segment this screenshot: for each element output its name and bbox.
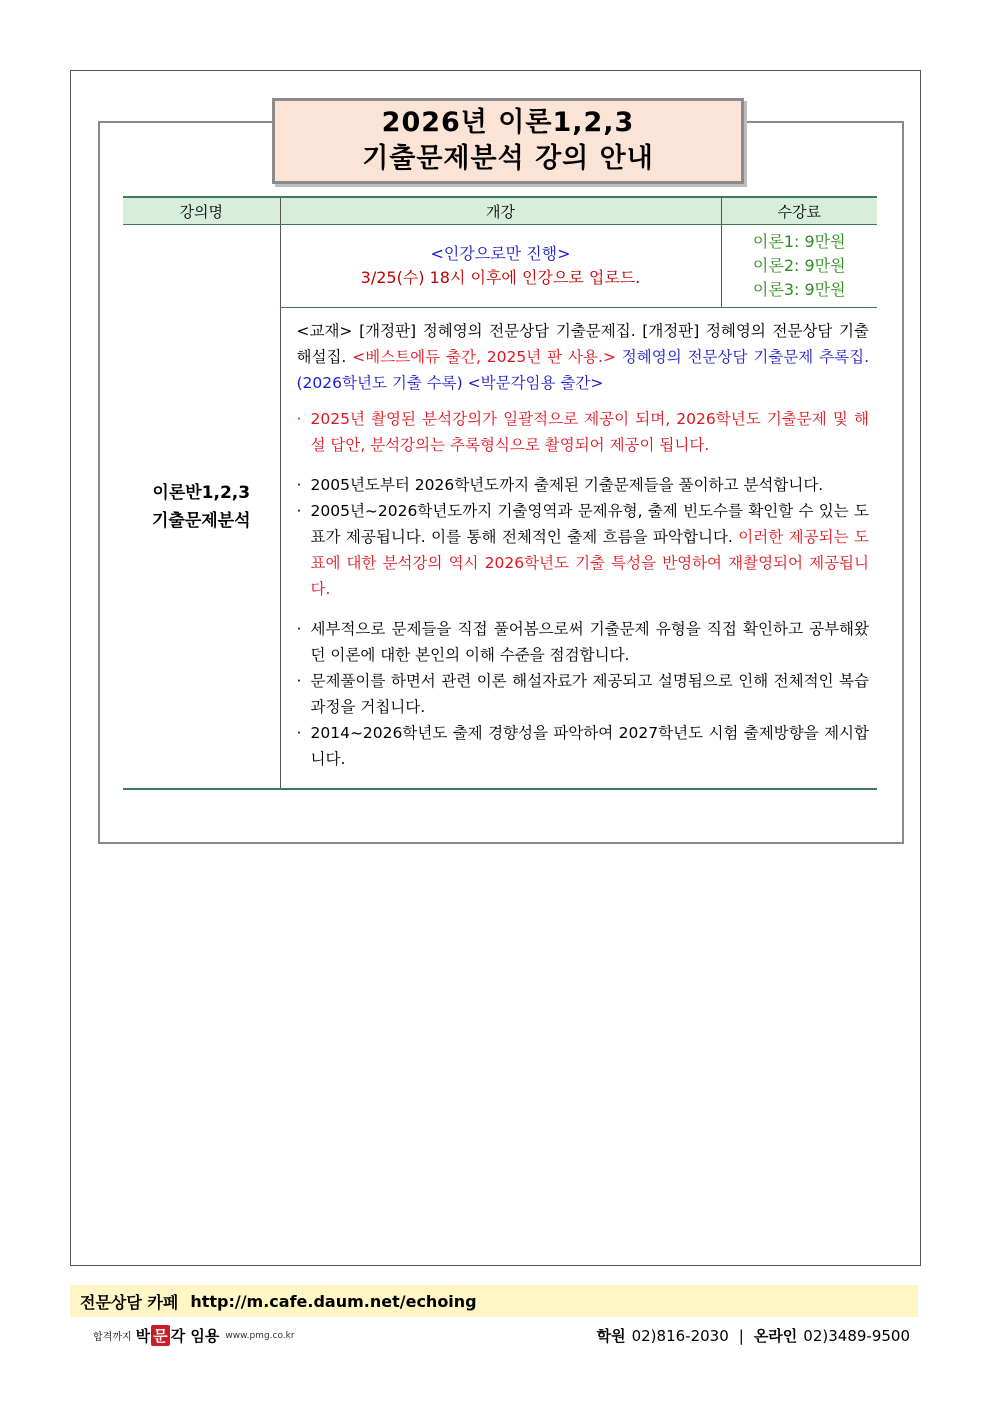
logo-website: www.pmg.co.kr bbox=[225, 1330, 295, 1341]
bullet-item-3 bbox=[297, 616, 870, 668]
fee-theory-1: 이론1: 9만원 bbox=[752, 232, 846, 251]
logo-text-1: 박 bbox=[135, 1327, 151, 1345]
bullet-dot: · bbox=[296, 672, 302, 690]
academy-label: 학원 bbox=[596, 1327, 626, 1345]
bullet-text: 2025년 촬영된 분석강의가 일괄적으로 제공이 되며, 2026학년도 기출문제 및 해설 답안, 분석강의는 추록형식으로 촬영되어 제공이 됩니다. bbox=[310, 410, 869, 454]
title-line-1: 2026년 이론1,2,3 bbox=[381, 107, 635, 138]
textbook-paragraph bbox=[297, 318, 870, 396]
title-line-2: 기출문제분석 강의 안내 bbox=[362, 143, 654, 174]
bullet-dot: · bbox=[296, 502, 302, 520]
header-opening: 개강 bbox=[280, 197, 721, 225]
fee-cell bbox=[721, 225, 877, 308]
bullet-item-4 bbox=[297, 668, 870, 720]
online-phone: 02)3489-9500 bbox=[803, 1326, 910, 1345]
bullet-item-5 bbox=[297, 720, 870, 772]
publisher-logo bbox=[93, 1325, 295, 1346]
table-header-row bbox=[123, 197, 877, 225]
bullet-item-red bbox=[297, 406, 870, 458]
bullet-text bbox=[311, 498, 870, 602]
contact-separator: | bbox=[738, 1326, 744, 1345]
cafe-footer-band bbox=[70, 1285, 918, 1317]
opening-date: 3/25(수) 18시 이후에 인강으로 업로드. bbox=[360, 268, 641, 287]
logo-text-2: 문 bbox=[153, 1327, 168, 1345]
logo-tagline: 합격까지 bbox=[93, 1332, 132, 1343]
course-table bbox=[123, 196, 877, 790]
bullet-2-text: 2005년~2026학년도까지 기출영역과 문제유형, 출제 빈도수를 확인할 수 있는 도표가 제공됩니다. 이를 통해 전체적인 출제 흐름을 파악합니다. bbox=[310, 502, 869, 546]
opening-cell bbox=[280, 225, 721, 308]
bullet-item-1 bbox=[297, 472, 870, 498]
detail-cell bbox=[280, 308, 877, 790]
logo-text-3: 각 임용 bbox=[170, 1327, 220, 1345]
bullet-text: 문제풀이를 하면서 관련 이론 해설자료가 제공되고 설명됨으로 인해 전체적인 복습과정을 거칩니다. bbox=[310, 672, 869, 716]
header-course-name: 강의명 bbox=[123, 197, 280, 225]
fee-theory-3: 이론3: 9만원 bbox=[752, 280, 846, 299]
bullet-dot: · bbox=[296, 476, 302, 494]
textbook-part-2: <베스트에듀 출간, 2025년 판 사용.> bbox=[352, 348, 616, 366]
bullet-dot: · bbox=[296, 410, 302, 428]
course-name-cell bbox=[123, 225, 280, 790]
title-box bbox=[272, 98, 744, 184]
bullet-text: 2014~2026학년도 출제 경향성을 파악하여 2027학년도 시험 출제방향을 제시합니다. bbox=[310, 724, 869, 768]
contact-info bbox=[597, 1325, 910, 1346]
bullet-item-2 bbox=[297, 498, 870, 602]
course-name-line-1: 이론반1,2,3 bbox=[152, 482, 251, 503]
textbook-part-1: <교재> [개정판] 정혜영의 전문상담 기출문제집. [개정판] 정혜영의 전문상담 기출해설집. bbox=[296, 322, 869, 366]
bullet-dot: · bbox=[296, 724, 302, 742]
table-row bbox=[123, 225, 877, 308]
bullet-text: 세부적으로 문제들을 직접 풀어봄으로써 기출문제 유형을 직접 확인하고 공부해왔던 이론에 대한 본인의 이해 수준을 점검합니다. bbox=[310, 620, 869, 664]
bullet-dot: · bbox=[296, 620, 302, 638]
bullet-2-highlight: 이러한 제공되는 도표에 대한 분석강의 역시 2026학년도 기출 특성을 반영하여 재촬영되어 제공됩니다. bbox=[310, 528, 869, 598]
opening-mode: <인강으로만 진행> bbox=[430, 244, 571, 263]
course-name-line-2: 기출문제분석 bbox=[151, 510, 251, 531]
cafe-url-link[interactable]: http://m.cafe.daum.net/echoing bbox=[190, 1291, 477, 1311]
textbook-part-3: 정혜영의 전문상담 기출문제 추록집.(2026학년도 기출 수록) <박문각임용 출간> bbox=[296, 348, 870, 392]
online-label: 온라인 bbox=[753, 1327, 798, 1345]
cafe-label: 전문상담 카페 bbox=[80, 1292, 179, 1312]
academy-phone: 02)816-2030 bbox=[631, 1326, 729, 1345]
header-fee: 수강료 bbox=[721, 197, 877, 225]
fee-theory-2: 이론2: 9만원 bbox=[752, 256, 846, 275]
bullet-text: 2005년도부터 2026학년도까지 출제된 기출문제들을 풀이하고 분석합니다. bbox=[310, 476, 824, 494]
